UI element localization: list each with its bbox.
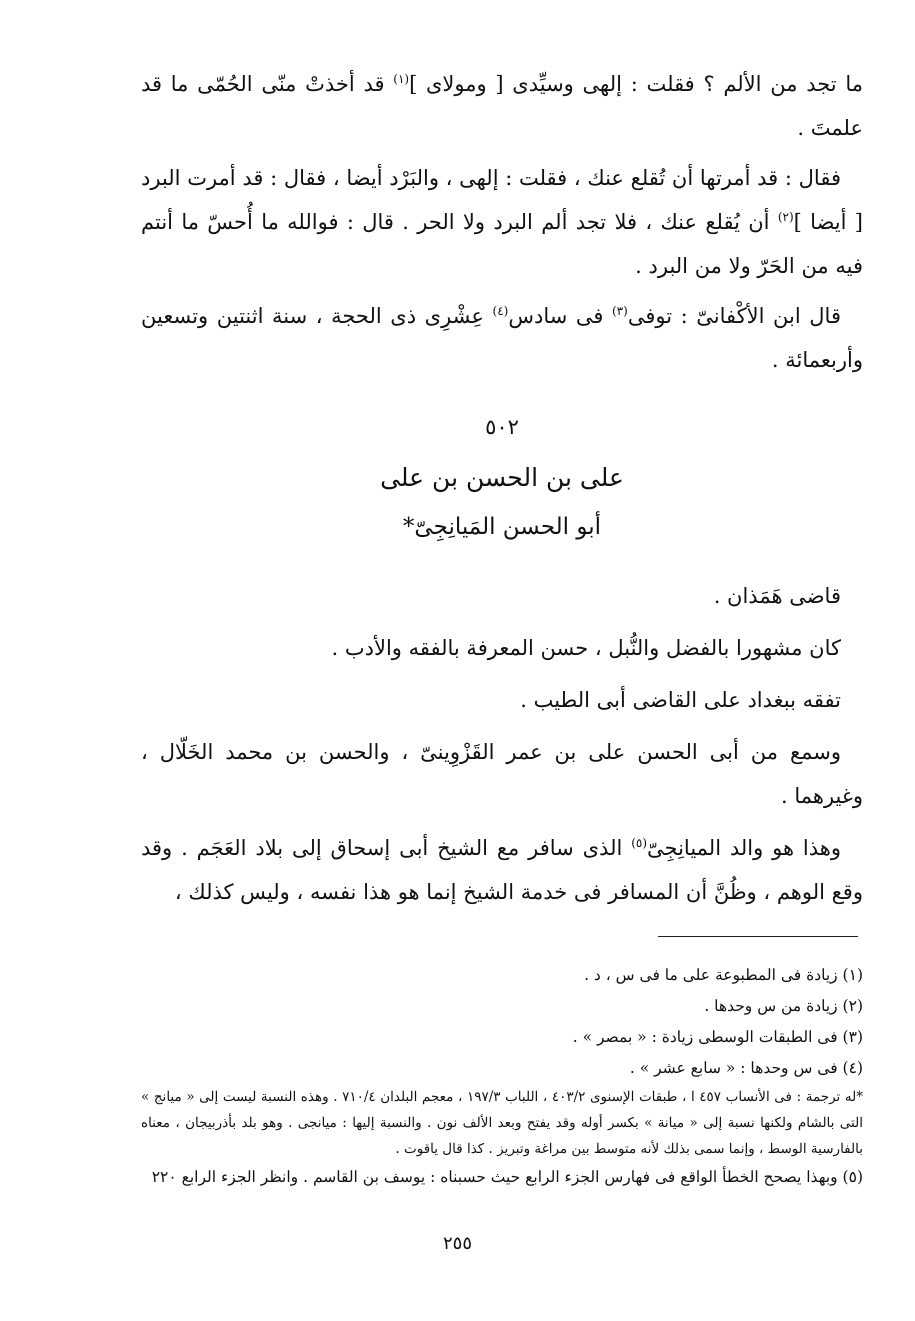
text-run: الذى سافر مع الشيخ أبى إسحاق إلى بلاد العَجَم . وقد وقع الوهم ، وظُنَّ أن المسافر فى خدمة الشيخ إنما هو هذا نفسه ، وليس كذلك ، [141, 836, 863, 904]
text-run: ما تجد من الألم ؟ فقلت : إلهى وسيِّدى [ ومولاى ] [409, 72, 863, 96]
footnote-5: (٥) وبهذا يصحح الخطأ الواقع فى فهارس الجزء الرابع حيث حسبناه : يوسف بن القاسم . وانظر الجزء الرابع ٢٢٠ [151, 1168, 863, 1186]
bio-line: تفقه ببغداد على القاضى أبى الطيب . [520, 688, 841, 712]
text-run: فقال : قد أمرتها أن تُقلع عنك ، فقلت : إلهى ، والبَرْد أيضا ، فقال : قد أمرت البرد [ أيضا ] [141, 166, 863, 234]
footnote-star: *له ترجمة : فى الأنساب ٤٥٧ ا ، طبقات الإسنوى ٤٠٣/٢ ، اللباب ١٩٧/٣ ، معجم البلدان ٧١٠/٤ . وهذه النسبة ليست إلى « ميانج » التى بالشام ولكنها نسبة إلى « ميانة » بكسر أوله وقد يفتح وبعد الألف نون . والنسبة إليها : ميانجى . وهو بلد بأذربيجان ، معناه بالفارسية الوسط ، وإنما سمى بذلك لأنه متوسط بين مراغة وتبريز . كذا قال ياقوت . [141, 1089, 863, 1157]
text-run: قد أخذتْ منّى الحُمّى ما قد علمتَ . [141, 72, 863, 140]
entry-kunya: أبو الحسن المَيانِجِىّ* [402, 514, 602, 540]
bio-line: كان مشهورا بالفضل والنُّبل ، حسن المعرفة بالفقه والأدب . [331, 636, 841, 660]
text-run: وهذا هو والد الميانِجِىّ [647, 836, 842, 860]
entry-name: على بن الحسن بن على [380, 463, 624, 492]
continuation-paragraph [141, 62, 863, 150]
biography [141, 574, 863, 914]
bio-line: وسمع من أبى الحسن على بن عمر القَزْوِينىّ ، والحسن بن محمد الخَلّال ، وغيرهما . [141, 740, 863, 808]
text-run: فى سادس [508, 304, 613, 328]
bio-line [141, 826, 863, 914]
footnote-1: (١) زيادة فى المطبوعة على ما فى س ، د . [584, 966, 863, 984]
text-run: عِشْرِى ذى الحجة ، سنة اثنتين وتسعين وأربعمائة . [141, 304, 863, 372]
footnote-separator [658, 936, 858, 937]
footnote-ref-4[interactable]: (٤) [492, 304, 509, 318]
page-number: ٢٥٥ [442, 1233, 472, 1254]
footnote-ref-2[interactable]: (٢) [777, 210, 794, 224]
death-date-paragraph [141, 294, 863, 382]
footnote-ref-3[interactable]: (٣) [612, 304, 628, 318]
dialogue-paragraph [141, 156, 863, 288]
main-text [141, 62, 863, 914]
footnote-3: (٣) فى الطبقات الوسطى زيادة : « بمصر » . [572, 1028, 863, 1046]
footnote-ref-5[interactable]: (٥) [631, 836, 648, 850]
bio-line: قاضى هَمَذان . [713, 584, 841, 608]
text-run: أن يُقلع عنك ، فلا تجد ألم البرد ولا الحر . قال : فوالله ما أُحسّ ما أنتم فيه من الحَرّ ولا من البرد . [141, 210, 863, 278]
entry-number: ٥٠٢ [485, 415, 519, 439]
footnote-ref-1[interactable]: (١) [393, 72, 410, 86]
footnote-2: (٢) زيادة من س وحدها . [704, 997, 863, 1015]
footnote-4: (٤) فى س وحدها : « سابع عشر » . [629, 1059, 863, 1077]
footnotes [141, 960, 863, 1193]
text-run: قال ابن الأكْفانىّ : توفى [627, 304, 841, 328]
